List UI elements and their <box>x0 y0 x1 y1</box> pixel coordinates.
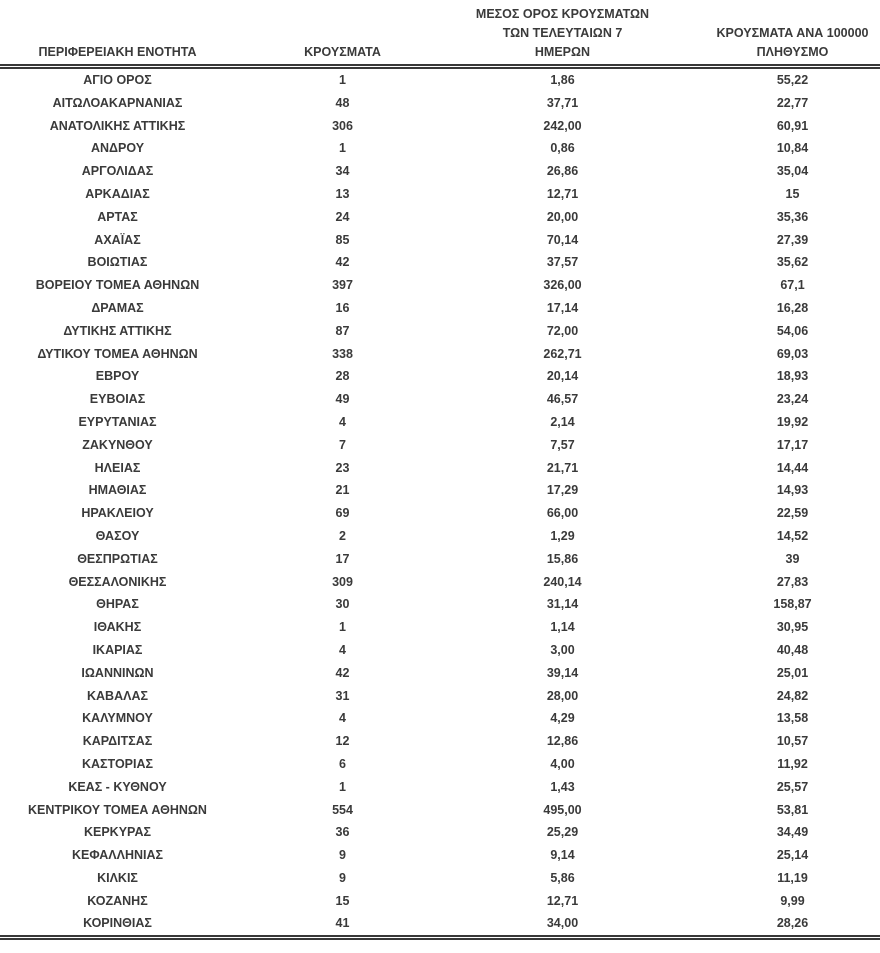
cases-per-100000-cell: 69,03 <box>776 346 809 361</box>
table-row <box>0 297 880 320</box>
region-cell: ΘΕΣΣΑΛΟΝΙΚΗΣ <box>68 574 167 589</box>
region-cell: ΔΡΑΜΑΣ <box>91 300 144 315</box>
cases-per-100000-cell: 28,26 <box>675 912 880 937</box>
cases-per-100000-cell: 27,39 <box>776 232 809 247</box>
table-row <box>0 411 880 434</box>
region-cell: ΚΕΝΤΡΙΚΟΥ ΤΟΜΕΑ ΑΘΗΝΩΝ <box>28 802 207 817</box>
table-row <box>0 639 880 662</box>
cases-per-100000-cell: 11,92 <box>777 756 808 771</box>
cases-per-100000-cell: 19,92 <box>776 414 809 429</box>
column-header-avg-7-days <box>450 0 675 67</box>
cases-cell: 4 <box>339 642 346 657</box>
cases-cell: 48 <box>335 95 350 110</box>
cases-cell: 13 <box>335 186 350 201</box>
table-row <box>0 753 880 776</box>
region-cell: ΑΧΑΪΑΣ <box>94 232 141 247</box>
header-label-line: ΤΩΝ ΤΕΛΕΥΤΑΙΩΝ 7 <box>502 26 623 40</box>
table-header-row <box>0 0 880 67</box>
cases-cell: 9 <box>339 870 346 885</box>
table-row <box>0 890 880 913</box>
cases-cell: 85 <box>335 232 350 247</box>
cases-per-100000-cell: 9,99 <box>780 893 805 908</box>
header-label-line: ΠΛΗΘΥΣΜΟ <box>756 45 829 59</box>
table-row <box>0 115 880 138</box>
avg-7-days-cell: 7,57 <box>550 437 575 452</box>
table-row <box>0 593 880 616</box>
cases-per-100000-cell: 18,93 <box>776 369 809 384</box>
cases-per-100000-cell: 35,36 <box>776 209 809 224</box>
region-cell: ΗΛΕΙΑΣ <box>94 460 141 475</box>
table-row <box>0 662 880 685</box>
cases-per-100000-cell: 14,44 <box>776 460 809 475</box>
region-cell: ΚΟΡΙΝΘΙΑΣ <box>0 912 235 937</box>
cases-cell: 397 <box>332 278 353 293</box>
cases-cell: 36 <box>335 825 350 840</box>
region-cell: ΚΟΖΑΝΗΣ <box>87 893 148 908</box>
region-cell: ΑΝΔΡΟΥ <box>90 141 145 156</box>
table-row <box>0 502 880 525</box>
region-cell: ΑΝΑΤΟΛΙΚΗΣ ΑΤΤΙΚΗΣ <box>49 118 186 133</box>
table-row <box>0 320 880 343</box>
cases-cell: 15 <box>335 893 350 908</box>
avg-7-days-cell: 66,00 <box>546 506 579 521</box>
region-cell: ΚΑΡΔΙΤΣΑΣ <box>82 734 153 749</box>
table-row <box>0 844 880 867</box>
region-cell: ΒΟΡΕΙΟΥ ΤΟΜΕΑ ΑΘΗΝΩΝ <box>35 278 200 293</box>
region-cell: ΚΕΡΚΥΡΑΣ <box>83 825 151 840</box>
column-header-cases-per-100000 <box>675 0 880 67</box>
avg-7-days-cell: 4,29 <box>550 711 575 726</box>
avg-7-days-cell: 495,00 <box>543 802 582 817</box>
region-cell: ΘΗΡΑΣ <box>96 597 139 612</box>
region-cell: ΚΕΑΣ - ΚΥΘΝΟΥ <box>68 779 167 794</box>
avg-7-days-cell: 3,00 <box>550 642 575 657</box>
avg-7-days-cell: 17,14 <box>546 300 579 315</box>
table-row <box>0 457 880 480</box>
region-cell: ΔΥΤΙΚΟΥ ΤΟΜΕΑ ΑΘΗΝΩΝ <box>37 346 198 361</box>
table-row <box>0 912 880 937</box>
avg-7-days-cell: 326,00 <box>543 278 582 293</box>
cases-per-100000-cell: 55,22 <box>776 73 809 87</box>
table-row <box>0 479 880 502</box>
table-row <box>0 274 880 297</box>
table-row <box>0 685 880 708</box>
cases-per-100000-cell: 60,91 <box>776 118 809 133</box>
table-row <box>0 730 880 753</box>
avg-7-days-cell: 0,86 <box>550 141 575 156</box>
table-row <box>0 799 880 822</box>
cases-cell: 23 <box>335 460 350 475</box>
cases-cell: 17 <box>335 551 350 566</box>
region-cell: ΚΙΛΚΙΣ <box>97 870 138 885</box>
header-label-line: ΠΕΡΙΦΕΡΕΙΑΚΗ ΕΝΟΤΗΤΑ <box>38 45 197 59</box>
table-row <box>0 776 880 799</box>
avg-7-days-cell: 1,43 <box>550 779 575 794</box>
avg-7-days-cell: 15,86 <box>546 551 579 566</box>
avg-7-days-cell: 37,71 <box>546 95 579 110</box>
avg-7-days-cell: 25,29 <box>546 825 579 840</box>
table-row <box>0 137 880 160</box>
avg-7-days-cell: 26,86 <box>546 164 579 179</box>
header-label-line: ΚΡΟΥΣΜΑΤΑ <box>304 45 381 59</box>
cases-per-100000-cell: 11,19 <box>777 870 808 885</box>
table-row <box>0 183 880 206</box>
avg-7-days-cell: 242,00 <box>543 118 582 133</box>
cases-per-100000-cell: 13,58 <box>776 711 809 726</box>
cases-cell: 306 <box>332 118 353 133</box>
cases-cell: 1 <box>339 141 346 156</box>
region-cell: ΘΑΣΟΥ <box>95 528 140 543</box>
avg-7-days-cell: 37,57 <box>546 255 579 270</box>
avg-7-days-cell: 39,14 <box>546 665 579 680</box>
table-row <box>0 571 880 594</box>
table-row <box>0 92 880 115</box>
avg-7-days-cell: 12,86 <box>546 734 579 749</box>
avg-7-days-cell: 1,86 <box>550 73 575 87</box>
table-row <box>0 434 880 457</box>
header-label-line: ΚΡΟΥΣΜΑΤΑ ΑΝΑ 100000 <box>716 26 869 40</box>
table-row <box>0 67 880 92</box>
cases-per-100000-cell: 22,77 <box>776 95 809 110</box>
avg-7-days-cell: 34,00 <box>450 912 675 937</box>
cases-per-100000-cell: 39 <box>785 551 800 566</box>
cases-cell: 21 <box>335 483 350 498</box>
cases-cell: 9 <box>339 848 346 863</box>
avg-7-days-cell: 12,71 <box>546 186 579 201</box>
avg-7-days-cell: 240,14 <box>543 574 582 589</box>
region-cell: ΘΕΣΠΡΩΤΙΑΣ <box>77 551 158 566</box>
region-cell: ΔΥΤΙΚΗΣ ΑΤΤΙΚΗΣ <box>63 323 172 338</box>
avg-7-days-cell: 262,71 <box>543 346 582 361</box>
table-row <box>0 388 880 411</box>
region-cell: ΙΩΑΝΝΙΝΩΝ <box>81 665 154 680</box>
cases-cell: 16 <box>335 300 350 315</box>
cases-per-100000-cell: 67,1 <box>780 278 805 293</box>
avg-7-days-cell: 1,29 <box>550 528 575 543</box>
cases-cell: 1 <box>339 620 346 635</box>
avg-7-days-cell: 72,00 <box>546 323 579 338</box>
region-cell: ΕΒΡΟΥ <box>95 369 140 384</box>
region-cell: ΙΚΑΡΙΑΣ <box>92 642 143 657</box>
cases-per-100000-cell: 24,82 <box>776 688 809 703</box>
avg-7-days-cell: 9,14 <box>550 848 575 863</box>
cases-cell: 338 <box>332 346 353 361</box>
cases-cell: 31 <box>335 688 350 703</box>
cases-per-100000-cell: 14,52 <box>776 528 809 543</box>
region-cell: ΗΜΑΘΙΑΣ <box>88 483 147 498</box>
cases-cell: 69 <box>335 506 350 521</box>
region-cell: ΚΑΒΑΛΑΣ <box>87 688 148 703</box>
cases-cell: 1 <box>339 779 346 794</box>
table-header <box>0 0 880 67</box>
table-row <box>0 821 880 844</box>
region-cell: ΕΥΒΟΙΑΣ <box>89 392 146 407</box>
column-header-region <box>0 0 235 67</box>
cases-per-100000-cell: 53,81 <box>776 802 809 817</box>
cases-per-100000-cell: 22,59 <box>776 506 809 521</box>
cases-per-100000-cell: 15 <box>785 186 800 201</box>
avg-7-days-cell: 12,71 <box>546 893 579 908</box>
cases-per-100000-cell: 25,01 <box>776 665 809 680</box>
cases-cell: 309 <box>332 574 353 589</box>
cases-cell: 42 <box>335 255 350 270</box>
table-row <box>0 251 880 274</box>
table-row <box>0 160 880 183</box>
cases-cell: 24 <box>335 209 350 224</box>
region-cell: ΙΘΑΚΗΣ <box>93 620 142 635</box>
table-row <box>0 867 880 890</box>
cases-cell: 7 <box>339 437 346 452</box>
cases-per-100000-cell: 27,83 <box>776 574 809 589</box>
cases-cell: 12 <box>335 734 350 749</box>
cases-per-100000-cell: 16,28 <box>776 300 809 315</box>
avg-7-days-cell: 28,00 <box>546 688 579 703</box>
cases-cell: 87 <box>335 323 350 338</box>
cases-per-100000-cell: 10,57 <box>776 734 809 749</box>
region-cell: ΚΑΛΥΜΝΟΥ <box>82 711 153 726</box>
region-cell: ΗΡΑΚΛΕΙΟΥ <box>81 506 154 521</box>
column-header-cases <box>235 0 450 67</box>
cases-per-100000-cell: 30,95 <box>776 620 809 635</box>
header-label-line: ΗΜΕΡΩΝ <box>534 45 591 59</box>
cases-per-100000-cell: 35,04 <box>776 164 809 179</box>
cases-per-100000-cell: 25,14 <box>776 848 809 863</box>
region-cell: ΑΓΙΟ ΟΡΟΣ <box>83 73 152 87</box>
cases-cell: 1 <box>339 73 346 87</box>
avg-7-days-cell: 31,14 <box>546 597 579 612</box>
region-cell: ΚΑΣΤΟΡΙΑΣ <box>81 756 154 771</box>
cases-per-100000-cell: 25,57 <box>776 779 809 794</box>
cases-cell: 6 <box>339 756 346 771</box>
cases-cell: 42 <box>335 665 350 680</box>
cases-per-100000-cell: 34,49 <box>776 825 809 840</box>
avg-7-days-cell: 21,71 <box>546 460 579 475</box>
region-cell: ΖΑΚΥΝΘΟΥ <box>82 437 153 452</box>
cases-cell: 554 <box>332 802 353 817</box>
table-body <box>0 67 880 938</box>
region-cell: ΚΕΦΑΛΛΗΝΙΑΣ <box>71 848 164 863</box>
cases-cell: 28 <box>335 369 350 384</box>
table-row <box>0 548 880 571</box>
table-row <box>0 206 880 229</box>
table-row <box>0 616 880 639</box>
avg-7-days-cell: 2,14 <box>550 414 575 429</box>
region-cell: ΑΡΓΟΛΙΔΑΣ <box>81 164 154 179</box>
region-cell: ΑΡΤΑΣ <box>97 209 138 224</box>
region-cell: ΑΡΚΑΔΙΑΣ <box>85 186 150 201</box>
cases-per-100000-cell: 10,84 <box>776 141 809 156</box>
avg-7-days-cell: 17,29 <box>546 483 579 498</box>
table-row <box>0 343 880 366</box>
table-row <box>0 365 880 388</box>
avg-7-days-cell: 4,00 <box>550 756 575 771</box>
cases-cell: 41 <box>235 912 450 937</box>
region-cell: ΑΙΤΩΛΟΑΚΑΡΝΑΝΙΑΣ <box>52 95 183 110</box>
cases-per-100000-cell: 158,87 <box>773 597 812 612</box>
table-row <box>0 707 880 730</box>
cases-per-100000-cell: 17,17 <box>776 437 809 452</box>
cases-per-100000-cell: 23,24 <box>776 392 809 407</box>
avg-7-days-cell: 5,86 <box>550 870 575 885</box>
table-row <box>0 229 880 252</box>
avg-7-days-cell: 70,14 <box>546 232 579 247</box>
cases-cell: 4 <box>339 711 346 726</box>
cases-cell: 4 <box>339 414 346 429</box>
cases-per-100000-cell: 14,93 <box>776 483 809 498</box>
cases-cell: 2 <box>339 528 346 543</box>
cases-cell: 49 <box>335 392 350 407</box>
region-cell: ΒΟΙΩΤΙΑΣ <box>87 255 148 270</box>
avg-7-days-cell: 1,14 <box>550 620 575 635</box>
cases-cell: 34 <box>335 164 350 179</box>
cases-per-100000-cell: 40,48 <box>776 642 809 657</box>
avg-7-days-cell: 20,00 <box>546 209 579 224</box>
table-row <box>0 525 880 548</box>
cases-per-100000-cell: 35,62 <box>776 255 809 270</box>
avg-7-days-cell: 20,14 <box>546 369 579 384</box>
header-label-line: ΜΕΣΟΣ ΟΡΟΣ ΚΡΟΥΣΜΑΤΩΝ <box>475 7 650 21</box>
avg-7-days-cell: 46,57 <box>546 392 579 407</box>
region-cell: ΕΥΡΥΤΑΝΙΑΣ <box>78 414 157 429</box>
cases-cell: 30 <box>335 597 350 612</box>
cases-per-100000-cell: 54,06 <box>776 323 809 338</box>
